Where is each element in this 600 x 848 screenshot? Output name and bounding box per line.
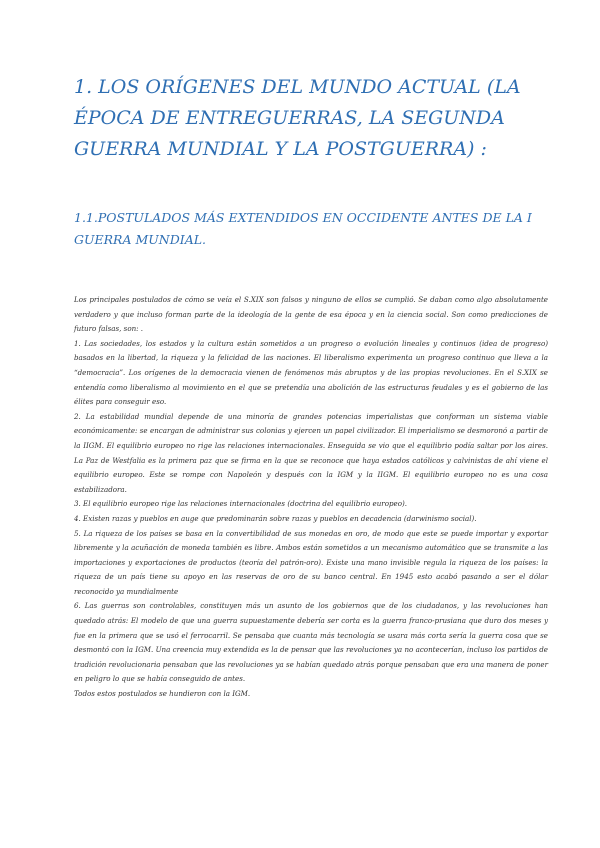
point-paragraph: 2. La estabilidad mundial depende de una minoría de grandes potencias imperialistas que conforman un sistema viable económicamente: se encargan de administrar sus colonias y ejercen un papel civilizador. El imperialismo se desmoronó a partir de la IIGM. El equilibrio europeo no rige las relaciones internacionales. Enseguida se vio que el equilibrio podía saltar por los aires. La Paz de Westfalia es la primera paz que se firma en la que se reconoce que haya estados católicos y calvinistas de ahí viene el equilibrio europeo. Este se rompe con Napoleón y después con la IGM y la IIGM. El equilibrio europeo no es una cosa estabilizadora.	[74, 411, 548, 494]
point-paragraph: 4. Existen razas y pueblos en auge que predominarán sobre razas y pueblos en decadencia (darwinismo social).	[74, 513, 477, 523]
main-heading: 1. LOS ORÍGENES DEL MUNDO ACTUAL (LA ÉPOCA DE ENTREGUERRAS, LA SEGUNDA GUERRA MUNDIAL Y LA POSTGUERRA) :	[74, 76, 521, 160]
point-paragraph: 6. Las guerras son controlables, constituyen más un asunto de los gobiernos que de los ciudadanos, y las revoluciones han quedado atrás: El modelo de que una guerra supuestamente debería ser corta es la guerra franco-prusiana que duro dos meses y fue en la primera que se usó el ferrocarril. Se pensaba que cuanta más tecnología se usara más corta sería la guerra cosa que se desmontó con la IGM. Una creencia muy extendida es la de pensar que las revoluciones ya no acontecerían, incluso los partidos de tradición revolucionaria pensaban que las revoluciones ya se habían quedado atrás porque pensaban que era una manera de poner en peligro lo que se había conseguido de antes.	[74, 601, 548, 684]
point-paragraph: 1. Las sociedades, los estados y la cultura están sometidos a un progreso o evolución lineales y continuos (idea de progreso) basados en la libertad, la riqueza y la felicidad de las naciones. El liberalismo experimenta un progreso continuo que lleva a la “democracia”. Los orígenes de la democracia vienen de fenómenos más abruptos y de las propias revoluciones. En el S.XIX se entendía como liberalismo al movimiento en el que se pretendía una abolición de las estructuras feudales y es el gobierno de las élites para conseguir eso.	[74, 338, 548, 407]
section-heading: 1.1.POSTULADOS MÁS EXTENDIDOS EN OCCIDENTE ANTES DE LA I GUERRA MUNDIAL.	[74, 210, 532, 247]
intro-paragraph: Los principales postulados de cómo se veía el S.XIX son falsos y ninguno de ellos se cumplió. Se daban como algo absolutamente verdadero y que incluso forman parte de la ideología de la gente de esa época y en la ciencia social. Son como predicciones de futuro falsas, son: .	[74, 295, 548, 334]
body-text	[74, 293, 548, 702]
point-paragraph: 5. La riqueza de los países se basa en la convertibilidad de sus monedas en oro, de modo que este se puede importar y exportar libremente y la acuñación de moneda también es libre. Ambos están sometidos a un mecanismo automático que se transmite a las importaciones y exportaciones de productos (teoría del patrón-oro). Existe una mano invisible regula la riqueza de los países: la riqueza de un país tiene su apoyo en las reservas de oro de su banco central. En 1945 esto acabó pasando a ser el dólar reconocido ya mundialmente	[74, 528, 548, 596]
point-paragraph: 3. El equilibrio europeo rige las relaciones internacionales (doctrina del equilibrio europeo).	[74, 499, 407, 509]
closing-paragraph: Todos estos postulados se hundieron con la IGM.	[74, 689, 251, 699]
